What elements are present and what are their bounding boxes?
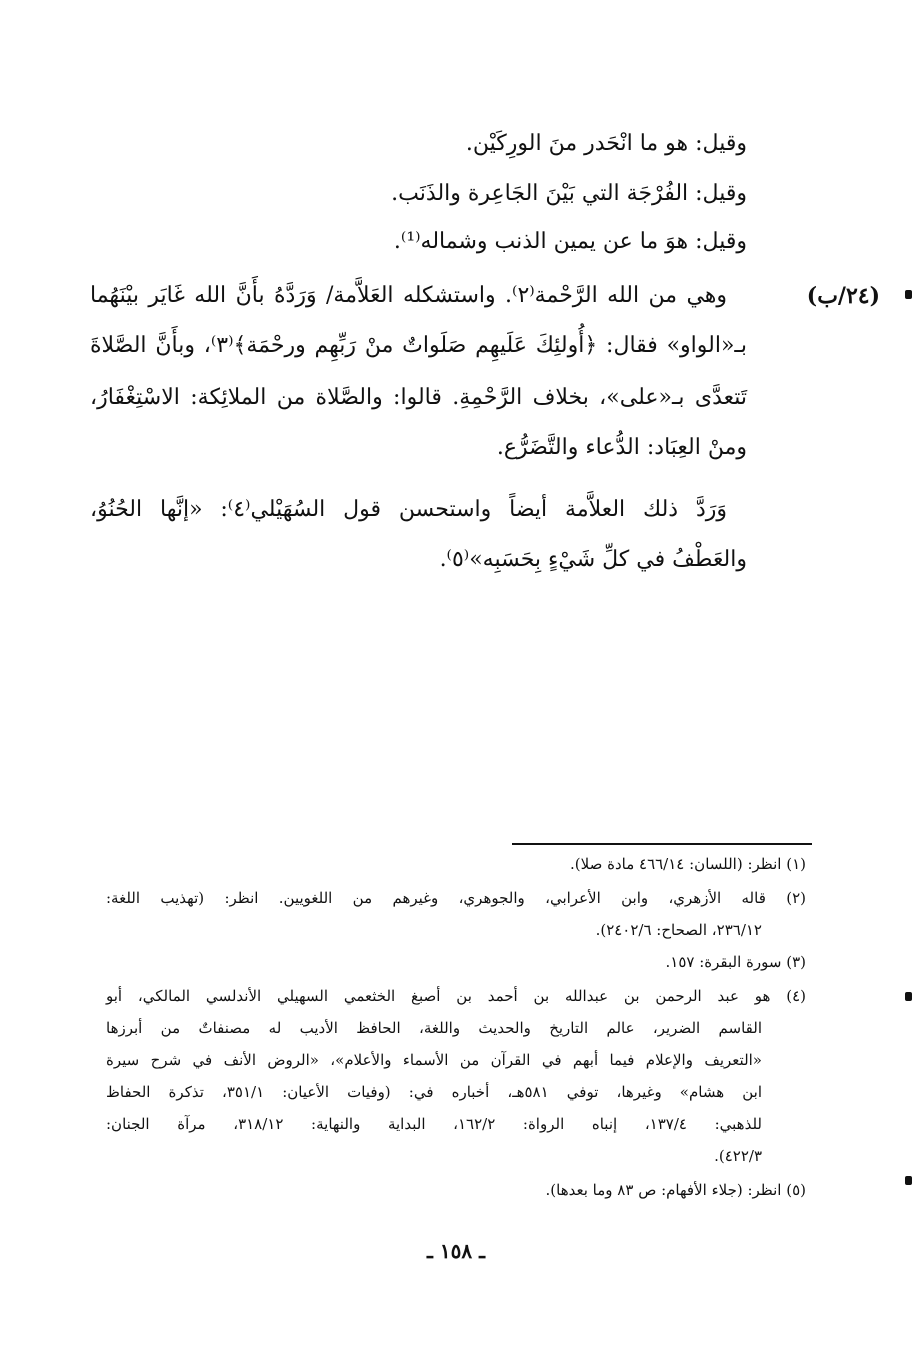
footnote-3: (٣) سورة البقرة: ١٥٧. xyxy=(665,953,806,971)
paragraph-1-line-3: تَتعدَّى بـ«على»، بخلاف الرَّحْمِةِ. قالوا: والصَّلاة من الملائِكة: الاسْتِغْفَارُ، xyxy=(90,385,747,410)
footnote-4-line-5: للذهبي: ١٣٧/٤، إنباه الرواة: ١٦٢/٢، البداية والنهاية: ٣١٨/١٢، مرآة الجنان: xyxy=(106,1115,763,1133)
paragraph-1-line-2: بـ«الواو» فقال: ﴿أُولئِكَ عَلَيهِم صَلَواتٌ منْ رَبِّهِم ورحْمَة﴾⁽٣⁾، وبأَنَّ الصَّلاةَ xyxy=(90,333,747,358)
text-line-1: وقيل: هو ما انْحَدر منَ الورِكَيْن. xyxy=(465,131,747,156)
scan-edge-mark xyxy=(905,992,912,1001)
footnote-4-line-3: «التعريف والإعلام فيما أبهم في القرآن من الأسماء والأعلام»، «الروض الأنف في شرح سيرة xyxy=(106,1051,762,1069)
footnote-5: (٥) انظر: (جلاء الأفهام: ص ٨٣ وما بعدها). xyxy=(545,1181,806,1199)
footnote-4-line-1: (٤) هو عبد الرحمن بن عبدالله بن أحمد بن أصبغ الخثعمي السهيلي الأندلسي المالكي، أبو xyxy=(106,987,806,1005)
paragraph-2-line-2: والعَطْفُ في كلِّ شَيْءٍ بِحَسَبِه»⁽٥⁾. xyxy=(439,547,747,572)
page-number: ـ ١٥٨ ـ xyxy=(427,1239,485,1263)
footnote-2-line-2: ٢٣٦/١٢، الصحاح: ٢٤٠٢/٦). xyxy=(595,921,762,939)
text-line-3: وقيل: هوَ ما عن يمين الذنب وشماله⁽¹⁾. xyxy=(393,229,747,254)
paragraph-1-line-4: ومنْ العِبَاد: الدُّعاء والتَّضَرُّع. xyxy=(496,435,747,460)
footnote-4-line-4: ابن هشام» وغيرها، توفي ٥٨١هـ، أخباره في: (وفيات الأعيان: ٣٥١/١، تذكرة الحفاظ xyxy=(106,1083,762,1101)
paragraph-1-line-1: وهي من الله الرَّحْمة⁽٢⁾. واستشكله العَلاَّمة/ وَرَدَّهُ بأَنَّ الله غَايَر بيْنَهُما xyxy=(90,283,728,308)
text-line-2: وقيل: الفُرْجَة التي بَيْنَ الجَاعِرة والذَنَب. xyxy=(391,181,747,206)
margin-folio-marker: (٢٤/ب) xyxy=(806,283,880,309)
footnote-1: (١) انظر: (اللسان: ٤٦٦/١٤ مادة صلا). xyxy=(570,855,806,873)
footnote-2-line-1: (٢) قاله الأزهري، وابن الأعرابي، والجوهري، وغيرهم من اللغويين. انظر: (تهذيب اللغة: xyxy=(106,889,806,907)
scan-edge-mark xyxy=(905,290,912,299)
scan-edge-mark xyxy=(905,1176,912,1185)
footnote-separator xyxy=(512,843,812,845)
footnote-4-line-2: القاسم الضرير، عالم التاريخ والحديث واللغة، الحافظ الأديب له مصنفاتٌ من أبرزها xyxy=(106,1019,762,1037)
footnote-4-line-6: ٤٢٢/٣). xyxy=(714,1147,762,1165)
paragraph-2-line-1: وَرَدَّ ذلك العلاَّمة أيضاً واستحسن قول السُهَيْلي⁽٤⁾: «إنَّها الحُنُوُ، xyxy=(90,497,727,522)
